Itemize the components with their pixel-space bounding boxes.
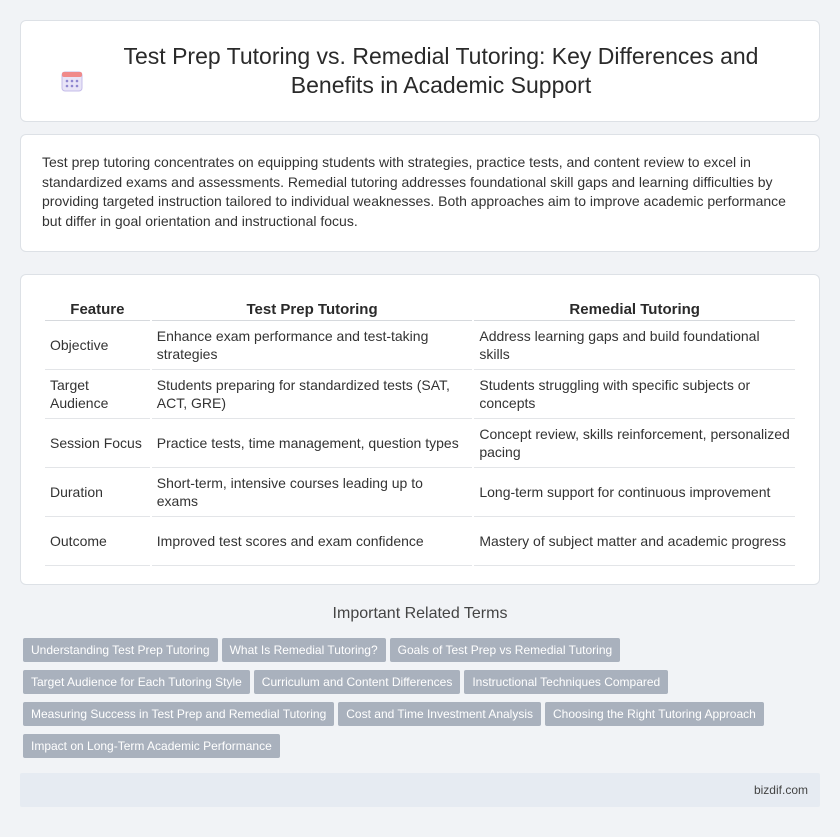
cell-remedial: Concept review, skills reinforcement, personalized pacing [474,419,795,468]
cell-remedial: Students struggling with specific subjects or concepts [474,370,795,419]
cell-feature: Duration [45,468,150,517]
related-tag[interactable]: Choosing the Right Tutoring Approach [545,702,764,726]
header-card [20,20,820,122]
title-wrap [60,42,780,100]
table-row [45,517,795,566]
footer [20,773,820,807]
calendar-icon [60,69,84,93]
intro-text: Test prep tutoring concentrates on equipping students with strategies, practice tests, and content review to excel in standardized exams and assessments. Remedial tutoring addresses foundational skill gaps and learning difficulties by providing targeted instruction tailored to individual weaknesses. Both approaches aim to improve academic performance but differ in goal orientation and instructional focus. [42,154,786,229]
related-tag[interactable]: Impact on Long-Term Academic Performance [23,734,280,758]
related-tag[interactable]: Goals of Test Prep vs Remedial Tutoring [390,638,621,662]
cell-test-prep: Students preparing for standardized tests (SAT, ACT, GRE) [152,370,473,419]
cell-feature: Outcome [45,517,150,566]
header-feature: Feature [45,295,150,321]
cell-remedial: Mastery of subject matter and academic progress [474,517,795,566]
table-row [45,468,795,517]
table-row [45,321,795,370]
header-remedial: Remedial Tutoring [474,295,795,321]
related-tag[interactable]: Instructional Techniques Compared [464,670,668,694]
comparison-card [20,274,820,585]
cell-feature: Target Audience [45,370,150,419]
cell-test-prep: Enhance exam performance and test-taking strategies [152,321,473,370]
table-row [45,370,795,419]
cell-test-prep: Short-term, intensive courses leading up to exams [152,468,473,517]
related-tag[interactable]: Measuring Success in Test Prep and Remedial Tutoring [23,702,334,726]
cell-remedial: Long-term support for continuous improvement [474,468,795,517]
related-tag[interactable]: Curriculum and Content Differences [254,670,461,694]
table-header-row [45,295,795,321]
related-tag[interactable]: Target Audience for Each Tutoring Style [23,670,250,694]
cell-test-prep: Practice tests, time management, question types [152,419,473,468]
comparison-table [43,295,797,566]
page-title: Test Prep Tutoring vs. Remedial Tutoring: Key Differences and Benefits in Academic Support [123,43,759,98]
related-tag[interactable]: Cost and Time Investment Analysis [338,702,541,726]
cell-test-prep: Improved test scores and exam confidence [152,517,473,566]
related-tag[interactable]: Understanding Test Prep Tutoring [23,638,218,662]
related-tags [23,638,813,766]
cell-remedial: Address learning gaps and build foundational skills [474,321,795,370]
cell-feature: Objective [45,321,150,370]
footer-brand-link[interactable]: bizdif.com [753,783,808,797]
related-tag[interactable]: What Is Remedial Tutoring? [222,638,386,662]
cell-feature: Session Focus [45,419,150,468]
related-terms-title: Important Related Terms [332,605,508,622]
table-row [45,419,795,468]
header-test-prep: Test Prep Tutoring [152,295,473,321]
intro-card [20,134,820,252]
